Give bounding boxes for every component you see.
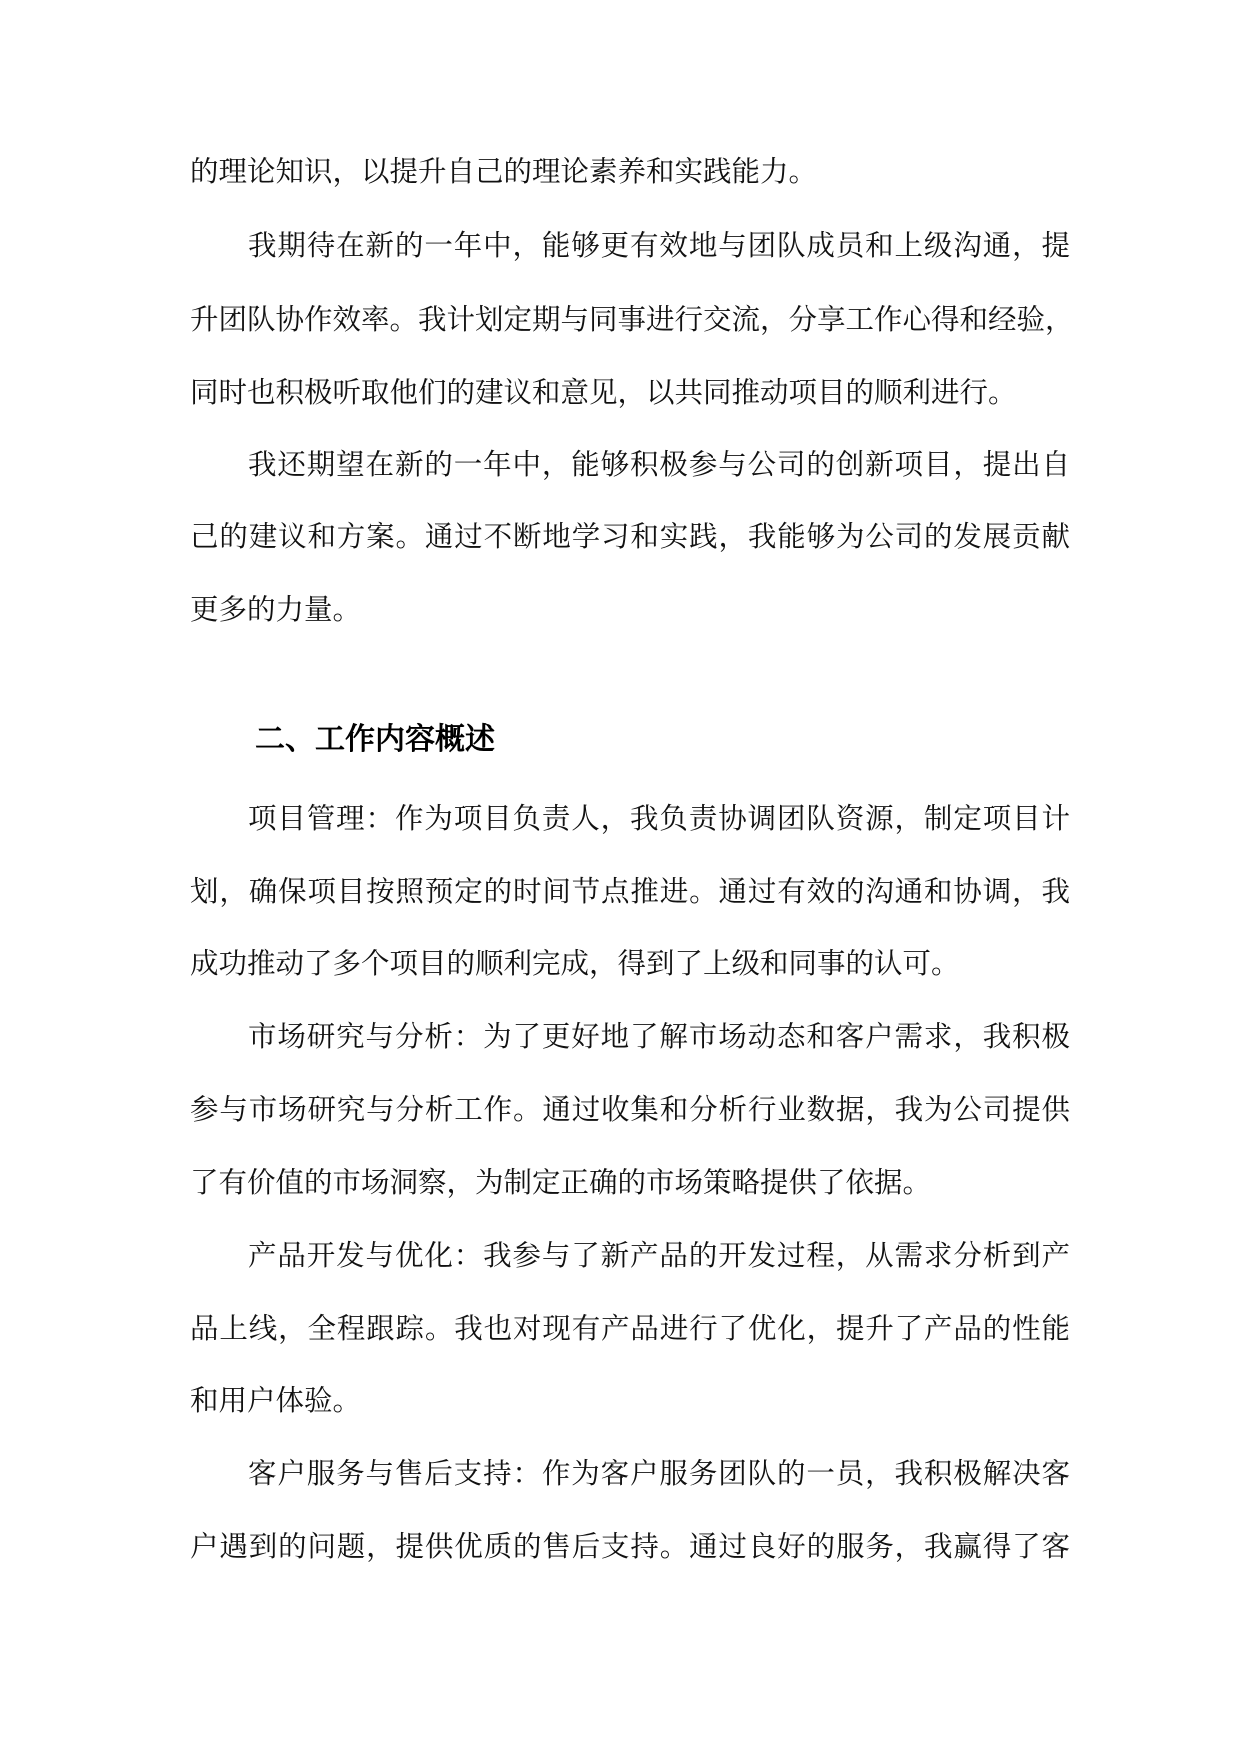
paragraph-line: 市场研究与分析：为了更好地了解市场动态和客户需求，我积极 <box>248 1020 1070 1053</box>
paragraph-line: 产品开发与优化：我参与了新产品的开发过程，从需求分析到产 <box>248 1239 1070 1272</box>
paragraph-line: 品上线，全程跟踪。我也对现有产品进行了优化，提升了产品的性能 <box>190 1312 1070 1345</box>
paragraph-line: 和用户体验。 <box>190 1384 362 1417</box>
paragraph-line: 同时也积极听取他们的建议和意见，以共同推动项目的顺利进行。 <box>190 376 1017 409</box>
paragraph-line: 参与市场研究与分析工作。通过收集和分析行业数据，我为公司提供 <box>190 1093 1070 1126</box>
paragraph-line: 我期待在新的一年中，能够更有效地与团队成员和上级沟通，提 <box>248 229 1070 262</box>
paragraph-line: 的理论知识，以提升自己的理论素养和实践能力。 <box>190 155 818 188</box>
paragraph-line: 客户服务与售后支持：作为客户服务团队的一员，我积极解决客 <box>248 1457 1070 1490</box>
paragraph-line: 项目管理：作为项目负责人，我负责协调团队资源，制定项目计 <box>248 802 1070 835</box>
paragraph-line: 我还期望在新的一年中，能够积极参与公司的创新项目，提出自 <box>248 448 1070 481</box>
paragraph-line: 了有价值的市场洞察，为制定正确的市场策略提供了依据。 <box>190 1166 932 1199</box>
paragraph-line: 户遇到的问题，提供优质的售后支持。通过良好的服务，我赢得了客 <box>190 1530 1070 1563</box>
paragraph-line: 己的建议和方案。通过不断地学习和实践，我能够为公司的发展贡献 <box>190 520 1070 553</box>
paragraph-line: 划，确保项目按照预定的时间节点推进。通过有效的沟通和协调，我 <box>190 875 1070 908</box>
paragraph-line: 更多的力量。 <box>190 593 362 626</box>
paragraph-line: 成功推动了多个项目的顺利完成，得到了上级和同事的认可。 <box>190 947 960 980</box>
paragraph-line: 升团队协作效率。我计划定期与同事进行交流，分享工作心得和经验， <box>190 303 1074 336</box>
section-heading: 二、工作内容概述 <box>255 722 495 757</box>
